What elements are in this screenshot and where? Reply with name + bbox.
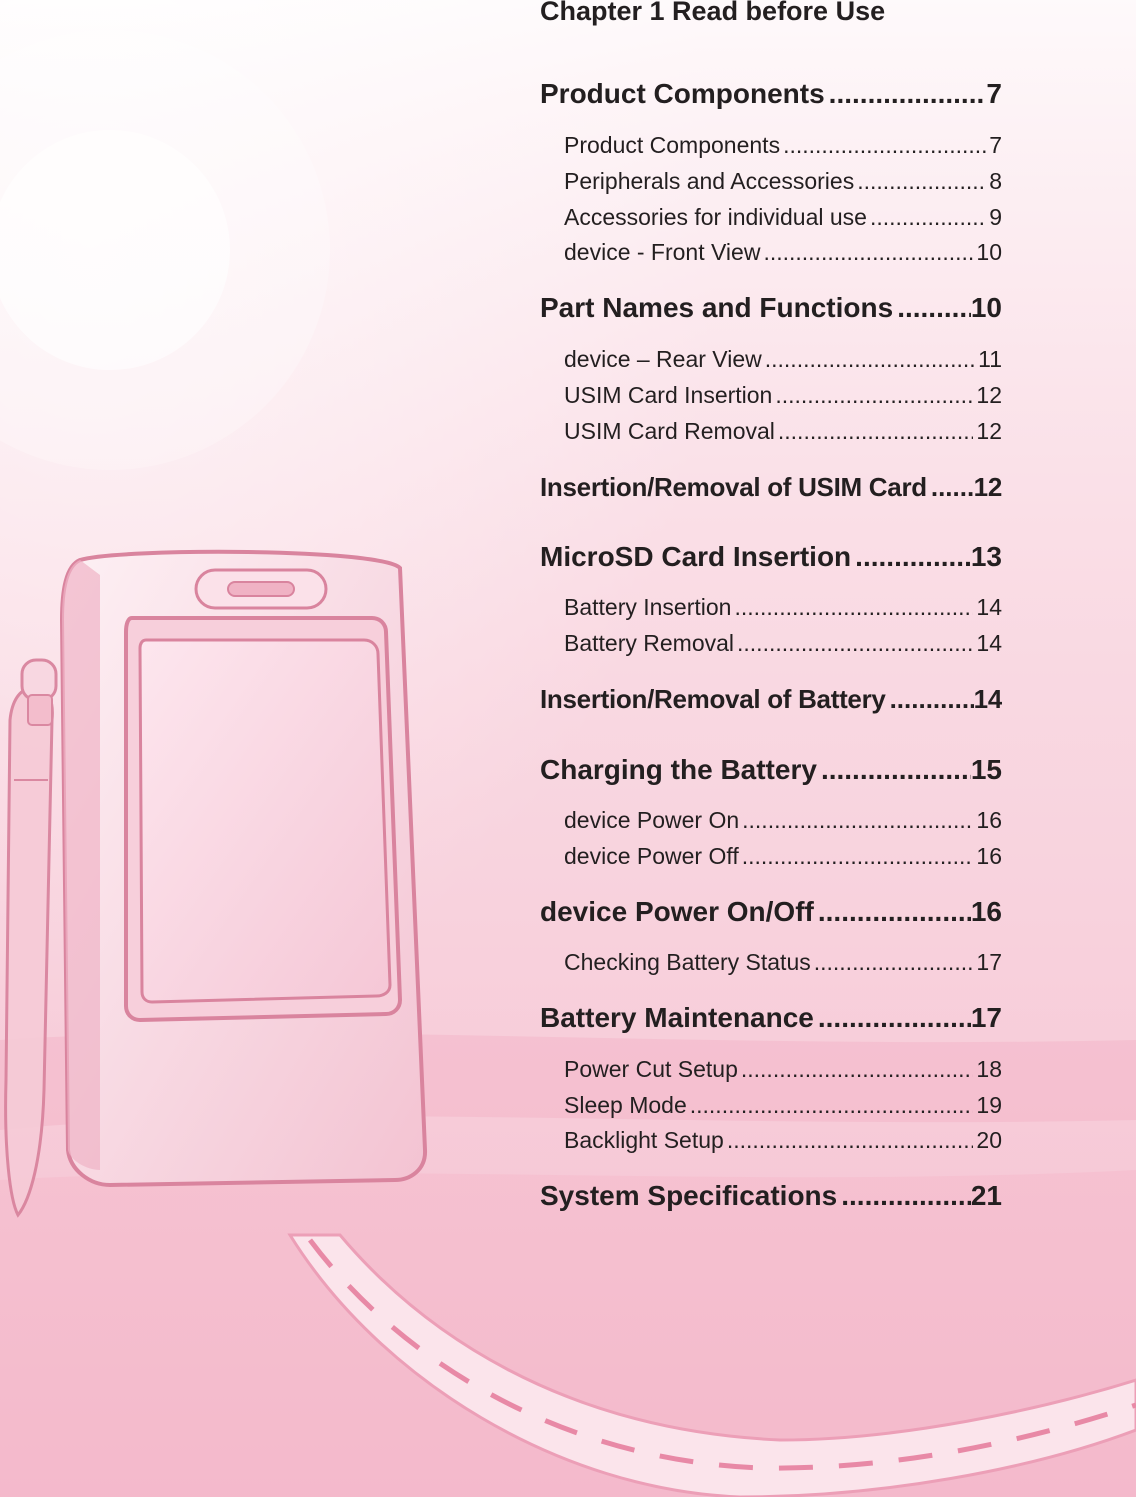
toc-entry-page: 18 xyxy=(976,1056,1002,1082)
toc-entry-label: Accessories for individual use xyxy=(564,204,867,230)
toc-section-system-specifications[interactable] xyxy=(540,1179,1002,1213)
toc-entry-page: 12 xyxy=(973,472,1002,502)
toc-entry-label: Insertion/Removal of Battery xyxy=(540,684,886,714)
toc-subentry-accessories[interactable] xyxy=(564,202,1002,232)
toc-entry-label: Peripherals and Accessories xyxy=(564,168,855,194)
toc-subentry-product-components[interactable] xyxy=(564,130,1002,160)
toc-entry-page: 14 xyxy=(976,630,1002,656)
toc-section-power-on-off[interactable] xyxy=(540,895,1002,929)
toc-entry-page: 10 xyxy=(976,239,1002,265)
toc-entry-page: 8 xyxy=(989,168,1002,194)
toc-entry-page: 15 xyxy=(970,754,1002,785)
toc-entry-page: 17 xyxy=(970,1002,1002,1033)
toc-subentry-rear-view[interactable] xyxy=(564,344,1002,374)
toc-subentry-battery-status[interactable] xyxy=(564,947,1002,977)
toc-entry-page: 7 xyxy=(989,132,1002,158)
dot-leader xyxy=(829,77,987,111)
dot-leader xyxy=(742,805,973,835)
toc-entry-page: 19 xyxy=(976,1092,1002,1118)
dot-leader xyxy=(737,628,973,658)
dot-leader xyxy=(818,1001,971,1035)
toc-section-usim-card[interactable] xyxy=(540,470,1002,504)
dot-leader xyxy=(870,202,986,232)
toc-subentry-power-cut[interactable] xyxy=(564,1054,1002,1084)
chapter-title: Chapter 1 Read before Use xyxy=(540,0,886,26)
dot-leader xyxy=(855,540,971,574)
dot-leader xyxy=(690,1090,974,1120)
toc-entry-label: Part Names and Functions xyxy=(540,292,894,323)
toc-entry-label: Checking Battery Status xyxy=(564,949,811,975)
toc-entry-page: 13 xyxy=(970,541,1002,572)
dot-leader xyxy=(765,344,975,374)
dot-leader xyxy=(778,416,974,446)
toc-subentry-peripherals[interactable] xyxy=(564,166,1002,196)
dot-leader xyxy=(783,130,986,160)
toc-subentry-battery-insertion[interactable] xyxy=(564,592,1002,622)
toc-entry-page: 12 xyxy=(976,382,1002,408)
dot-leader xyxy=(775,380,973,410)
toc-entry-label: Sleep Mode xyxy=(564,1092,687,1118)
toc-entry-label: USIM Card Removal xyxy=(564,418,775,444)
dot-leader xyxy=(897,291,971,325)
toc-entry-page: 17 xyxy=(976,949,1002,975)
toc-entry-label: MicroSD Card Insertion xyxy=(540,541,852,572)
toc-entry-label: Power Cut Setup xyxy=(564,1056,738,1082)
dot-leader xyxy=(821,753,971,787)
toc-entry-label: Product Components xyxy=(564,132,781,158)
toc-entry-page: 11 xyxy=(978,346,1002,372)
toc-entry-label: device - Front View xyxy=(564,239,761,265)
toc-entry-page: 12 xyxy=(976,418,1002,444)
toc-entry-label: device Power On xyxy=(564,807,740,833)
toc-entry-page: 9 xyxy=(989,204,1002,230)
toc-entry-label: System Specifications xyxy=(540,1180,838,1211)
toc-entry-page: 16 xyxy=(976,807,1002,833)
toc-entry-page: 21 xyxy=(970,1180,1002,1211)
toc-entry-label: device Power On/Off xyxy=(540,896,814,927)
dot-leader xyxy=(742,841,974,871)
toc-entry-label: Backlight Setup xyxy=(564,1127,724,1153)
toc-entry-label: USIM Card Insertion xyxy=(564,382,773,408)
toc-entry-label: device Power Off xyxy=(564,843,739,869)
toc-entry-label: Battery Maintenance xyxy=(540,1002,814,1033)
toc-subentry-backlight[interactable] xyxy=(564,1125,1002,1155)
dot-leader xyxy=(857,166,986,196)
toc-subentry-power-on[interactable] xyxy=(564,805,1002,835)
toc-subentry-sleep-mode[interactable] xyxy=(564,1090,1002,1120)
toc-entry-label: Product Components xyxy=(540,78,825,109)
toc-section-battery-maintenance[interactable] xyxy=(540,1001,1002,1035)
toc-section-battery[interactable] xyxy=(540,682,1002,716)
dot-leader xyxy=(727,1125,974,1155)
toc-section-product-components[interactable] xyxy=(540,77,1002,111)
toc-entry-page: 20 xyxy=(976,1127,1002,1153)
toc-section-microsd[interactable] xyxy=(540,540,1002,574)
toc-entry-label: Battery Removal xyxy=(564,630,735,656)
toc-entry-page: 16 xyxy=(976,843,1002,869)
toc-entry-page: 14 xyxy=(973,684,1002,714)
toc-entry-label: Insertion/Removal of USIM Card xyxy=(540,472,927,502)
dot-leader xyxy=(741,1054,974,1084)
dot-leader xyxy=(814,947,974,977)
toc-subentry-front-view[interactable] xyxy=(564,237,1002,267)
toc-subentry-battery-removal[interactable] xyxy=(564,628,1002,658)
toc-section-part-names[interactable] xyxy=(540,291,1002,325)
toc-section-charging[interactable] xyxy=(540,753,1002,787)
toc-entry-page: 10 xyxy=(970,292,1002,323)
dot-leader xyxy=(818,895,971,929)
dot-leader xyxy=(890,682,974,716)
dot-leader xyxy=(841,1179,971,1213)
toc-subentry-usim-removal[interactable] xyxy=(564,416,1002,446)
toc-subentry-usim-insertion[interactable] xyxy=(564,380,1002,410)
toc-subentry-power-off[interactable] xyxy=(564,841,1002,871)
toc-entry-page: 14 xyxy=(976,594,1002,620)
toc-entry-page: 7 xyxy=(986,78,1002,109)
toc-entry-label: Battery Insertion xyxy=(564,594,732,620)
toc-entry-label: Charging the Battery xyxy=(540,754,817,785)
toc-entry-page: 16 xyxy=(970,896,1002,927)
toc-entry-label: device – Rear View xyxy=(564,346,762,372)
dot-leader xyxy=(734,592,973,622)
dot-leader xyxy=(931,470,974,504)
dot-leader xyxy=(763,237,973,267)
